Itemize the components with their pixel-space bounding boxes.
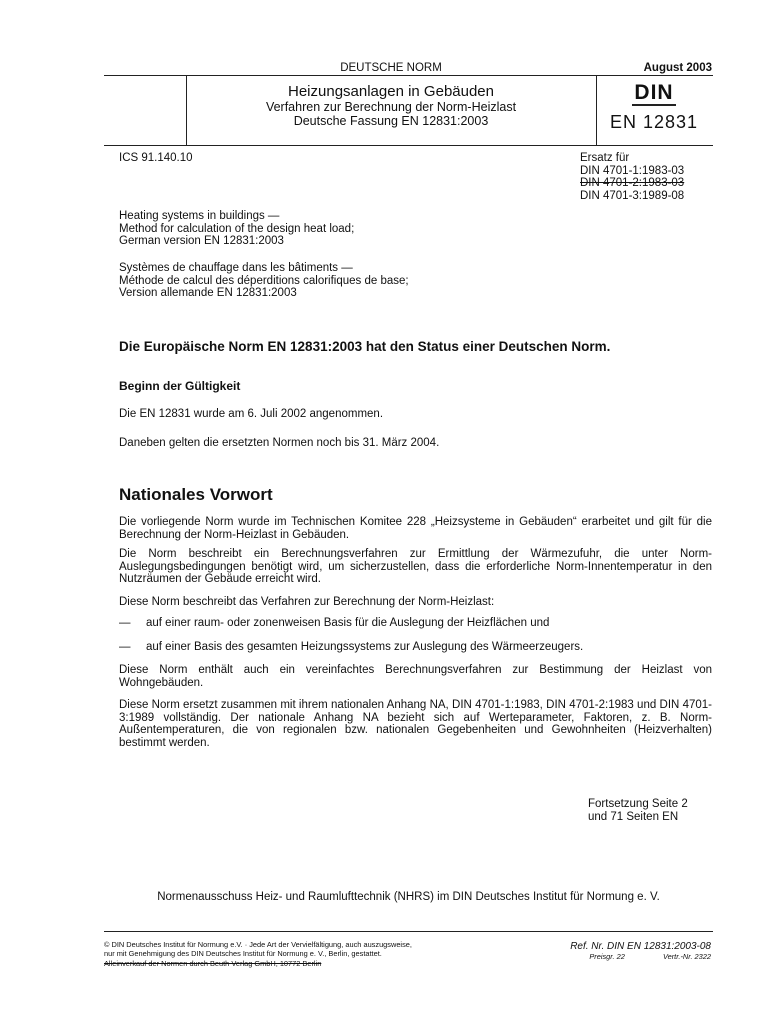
header-bottom-rule — [104, 145, 713, 146]
validity-adoption: Die EN 12831 wurde am 6. Juli 2002 angenommen. — [119, 408, 384, 420]
norm-type-label: DEUTSCHE NORM — [340, 62, 442, 74]
english-title-line: Heating systems in buildings — — [119, 210, 280, 222]
copyright-notice — [104, 940, 412, 968]
continuation-line: Fortsetzung Seite 2 — [588, 798, 688, 810]
copyright-line: Alleinverkauf der Normen durch Beuth Verlag GmbH, 10772 Berlin — [104, 958, 322, 968]
bullet-dash: — — [119, 617, 131, 629]
french-title-line: Méthode de calcul des déperditions calorifiques de base; — [119, 274, 409, 287]
continuation-line: und 71 Seiten EN — [588, 810, 679, 823]
header-top-rule — [104, 75, 713, 76]
english-title — [119, 210, 354, 248]
document-version: Deutsche Fassung EN 12831:2003 — [293, 114, 489, 128]
replacement-label: Ersatz für — [580, 152, 630, 164]
copyright-line: © DIN Deutsches Institut für Normung e.V. · Jede Art der Vervielfältigung, auch auszugsweise, — [104, 940, 412, 949]
replacement-list — [580, 152, 684, 202]
continuation-note — [588, 798, 688, 823]
bullet-text: auf einer raum- oder zonenweisen Basis für die Auslegung der Heizflächen und — [146, 617, 550, 629]
foreword-paragraph: Die Norm beschreibt ein Berechnungsverfahren zur Ermittlung der Wärmezufuhr, die unter Norm-Auslegungsbedingungen benötigt wird, um sicherzustellen, dass die erforderliche Norm-Innentemperatur in den Nutzräumen der Gebäude erreicht wird. — [119, 548, 712, 586]
foreword-paragraph: Die vorliegende Norm wurde im Technischen Komitee 228 „Heizsysteme in Gebäuden“ erarbeitet und gilt für die Berechnung der Norm-Heizlast in Gebäuden. — [119, 516, 712, 541]
foreword-paragraph: Diese Norm ersetzt zusammen mit ihrem nationalen Anhang NA, DIN 4701-1:1983, DIN 4701-2:1983 und DIN 4701-3:1989 vollständig. Der nationale Anhang NA bezieht sich auf Werteparameter, Faktoren, z. B. Norm-Außentemperaturen, die von regionalen bzw. nationalen Gegebenheiten und Gewohnheiten (Heizverhalten) bestimmt werden. — [119, 699, 712, 750]
publication-date: August 2003 — [643, 62, 712, 74]
replacement-item: DIN 4701-1:1983-03 — [580, 164, 685, 177]
din-logo: DIN — [634, 81, 674, 104]
english-title-line: German version EN 12831:2003 — [119, 235, 284, 247]
foreword-paragraph: Diese Norm beschreibt das Verfahren zur Berechnung der Norm-Heizlast: — [119, 596, 495, 608]
din-logo-box — [596, 82, 712, 132]
bullet-text: auf einer Basis des gesamten Heizungssystems zur Auslegung des Wärmeerzeugers. — [146, 641, 584, 653]
french-title — [119, 262, 409, 300]
norm-number: EN 12831 — [609, 112, 699, 132]
reference-block — [570, 941, 711, 961]
french-title-line: Version allemande EN 12831:2003 — [119, 287, 297, 299]
foreword-heading: Nationales Vorwort — [119, 485, 273, 504]
replacement-item: DIN 4701-3:1989-08 — [580, 189, 685, 202]
validity-heading: Beginn der Gültigkeit — [119, 379, 241, 393]
document-title-block — [186, 83, 596, 128]
copyright-line: nur mit Genehmigung des DIN Deutsches Institut für Normung e. V., Berlin, gestattet. — [104, 949, 382, 959]
bullet-dash: — — [119, 641, 131, 653]
reference-number: Ref. Nr. DIN EN 12831:2003-08 — [570, 941, 711, 952]
document-title: Heizungsanlagen in Gebäuden — [288, 83, 494, 100]
committee-line: Normenausschuss Heiz- und Raumlufttechnik (NHRS) im DIN Deutsches Institut für Normung e. V. — [157, 891, 660, 903]
validity-transition: Daneben gelten die ersetzten Normen noch bis 31. März 2004. — [119, 437, 440, 449]
french-title-line: Systèmes de chauffage dans les bâtiments — — [119, 262, 353, 274]
footer-rule — [104, 931, 713, 932]
status-statement: Die Europäische Norm EN 12831:2003 hat den Status einer Deutschen Norm. — [119, 339, 611, 354]
replacement-item: DIN 4701-2:1983-03 — [580, 177, 685, 189]
price-info — [570, 952, 711, 961]
distribution-number: Vertr.-Nr. 2322 — [662, 952, 711, 961]
ics-code: ICS 91.140.10 — [119, 152, 193, 164]
english-title-line: Method for calculation of the design heat load; — [119, 222, 355, 235]
price-group: Preisgr. 22 — [589, 952, 625, 961]
foreword-paragraph: Diese Norm enthält auch ein vereinfachtes Berechnungsverfahren zur Bestimmung der Heizlast von Wohngebäuden. — [119, 664, 712, 689]
document-subtitle: Verfahren zur Berechnung der Norm-Heizlast — [265, 100, 517, 114]
